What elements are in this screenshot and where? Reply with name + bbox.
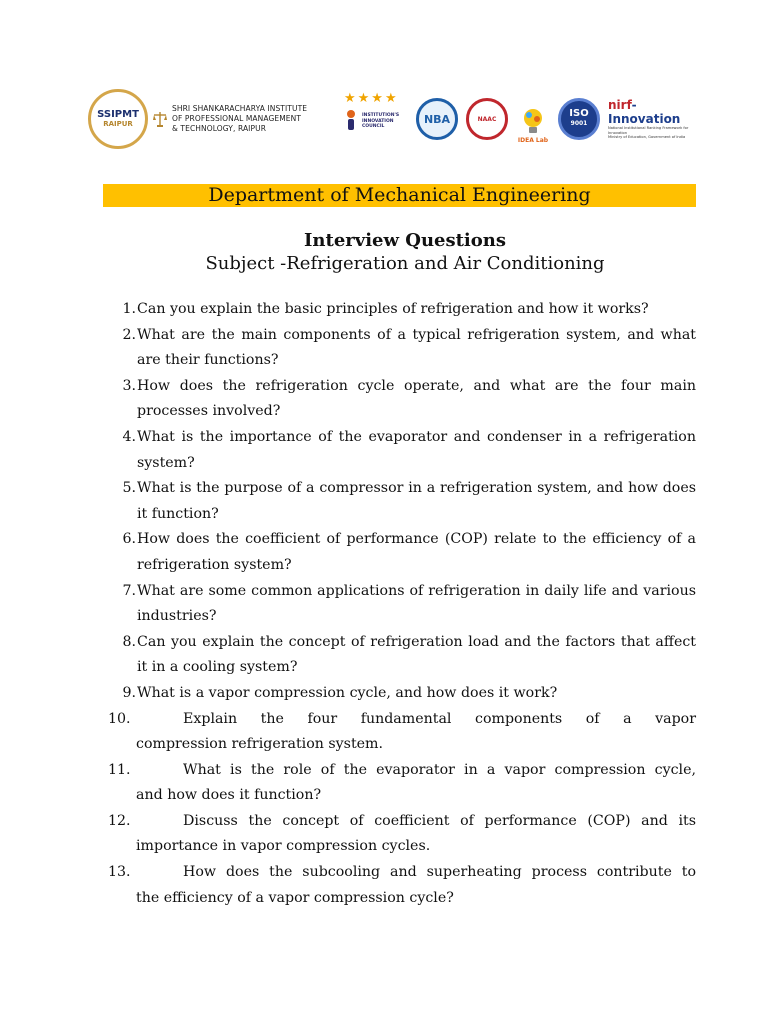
question-text: What is a vapor compression cycle, and how does it work?: [137, 684, 558, 701]
question-text: What are some common applications of refrigeration in daily life and various industries?: [137, 582, 696, 625]
question-text-continuation: compression refrigeration system.: [136, 736, 384, 753]
question-number: 9.: [122, 684, 136, 701]
department-name: Department of Mechanical Engineering: [208, 184, 591, 206]
question-text: Can you explain the concept of refrigeration load and the factors that affect it in a cooling system?: [137, 633, 696, 676]
nirf-title-prefix: nirf: [608, 98, 632, 113]
institute-city: RAIPUR: [103, 120, 133, 128]
question-text: How does the refrigeration cycle operate, and what are the four main processes involved?: [137, 377, 696, 420]
question-item: [108, 527, 696, 578]
nirf-title: [608, 98, 704, 126]
question-item: [108, 860, 696, 911]
question-text: How does the coefficient of performance (COP) relate to the efficiency of a refrigeration system?: [137, 531, 696, 573]
institute-emblem-ring: [88, 89, 148, 149]
question-first-line: [108, 809, 696, 835]
lightbulb-icon: [522, 107, 544, 137]
question-number: 11.: [108, 761, 131, 778]
department-banner: [103, 184, 696, 207]
question-number: 1.: [122, 301, 136, 317]
iic-logo: [336, 91, 408, 147]
iso-number: 9001: [570, 120, 588, 127]
institute-logo: [88, 89, 324, 149]
naac-label: NAAC: [477, 115, 497, 123]
question-item: [108, 297, 696, 323]
nirf-subtitle: National Institutional Ranking Framework for Innovation Ministry of Education, Government of India: [608, 126, 689, 140]
question-item: [108, 758, 696, 809]
nirf-innovation-logo: [608, 98, 704, 140]
question-number: 4.: [122, 428, 136, 445]
question-text: Discuss the concept of coefficient of performance (COP) and its: [183, 812, 696, 829]
header-logo-strip: [88, 86, 700, 152]
question-text: How does the subcooling and superheating process contribute to: [183, 864, 696, 881]
question-number: 10.: [108, 710, 131, 727]
nba-label: NBA: [423, 112, 451, 126]
question-number: 6.: [122, 531, 136, 548]
star-rating-icon: ★★★★: [344, 91, 399, 106]
iic-label: INSTITUTION'S INNOVATION COUNCIL: [362, 113, 400, 129]
question-item: [108, 681, 696, 707]
institute-name: SHRI SHANKARACHARYA INSTITUTE OF PROFESSIONAL MANAGEMENT & TECHNOLOGY, RAIPUR: [172, 104, 308, 133]
question-list: [108, 297, 696, 911]
question-number: 2.: [122, 326, 136, 343]
idea-lab-label: IDEA Lab: [517, 137, 549, 144]
page-title: Interview Questions: [304, 230, 506, 251]
question-text: What is the role of the evaporator in a vapor compression cycle,: [183, 761, 696, 778]
naac-seal: [466, 98, 508, 140]
question-text-continuation: importance in vapor compression cycles.: [136, 838, 431, 855]
question-text: Can you explain the basic principles of refrigeration and how it works?: [137, 301, 649, 317]
iic-figure-icon: [340, 109, 362, 131]
question-number: 8.: [122, 633, 136, 650]
question-item: [108, 425, 696, 476]
question-text-continuation: the efficiency of a vapor compression cycle?: [136, 889, 454, 906]
iso-label: ISO: [569, 108, 589, 119]
question-number: 7.: [122, 582, 136, 599]
question-item: [108, 579, 696, 630]
question-text: What is the purpose of a compressor in a refrigeration system, and how does it function?: [137, 480, 696, 522]
question-item: [108, 374, 696, 425]
page-subtitle: Subject -Refrigeration and Air Conditioning: [205, 253, 605, 274]
question-item: [108, 630, 696, 681]
scales-emblem-icon: [152, 108, 168, 130]
question-first-line: [108, 758, 696, 784]
nba-seal: [416, 98, 458, 140]
question-text: What is the importance of the evaporator and condenser in a refrigeration system?: [137, 428, 696, 471]
question-first-line: [108, 860, 696, 886]
question-number: 13.: [108, 864, 131, 881]
question-item: [108, 323, 696, 374]
nirf-title-suffix: -Innovation: [608, 98, 681, 127]
question-number: 3.: [122, 377, 136, 394]
question-text: Explain the four fundamental components of a vapor: [183, 710, 696, 727]
institute-abbrev: SSIPMT: [97, 109, 139, 120]
question-number: 12.: [108, 812, 131, 829]
accreditation-badges: [336, 91, 704, 147]
question-text: What are the main components of a typical refrigeration system, and what are their functions?: [137, 326, 696, 369]
iso-seal: [558, 98, 600, 140]
idea-lab-logo: [516, 94, 550, 144]
question-item: [108, 707, 696, 758]
question-text-continuation: and how does it function?: [136, 787, 322, 804]
question-number: 5.: [122, 480, 136, 497]
question-first-line: [108, 707, 696, 733]
question-item: [108, 476, 696, 527]
question-item: [108, 809, 696, 860]
